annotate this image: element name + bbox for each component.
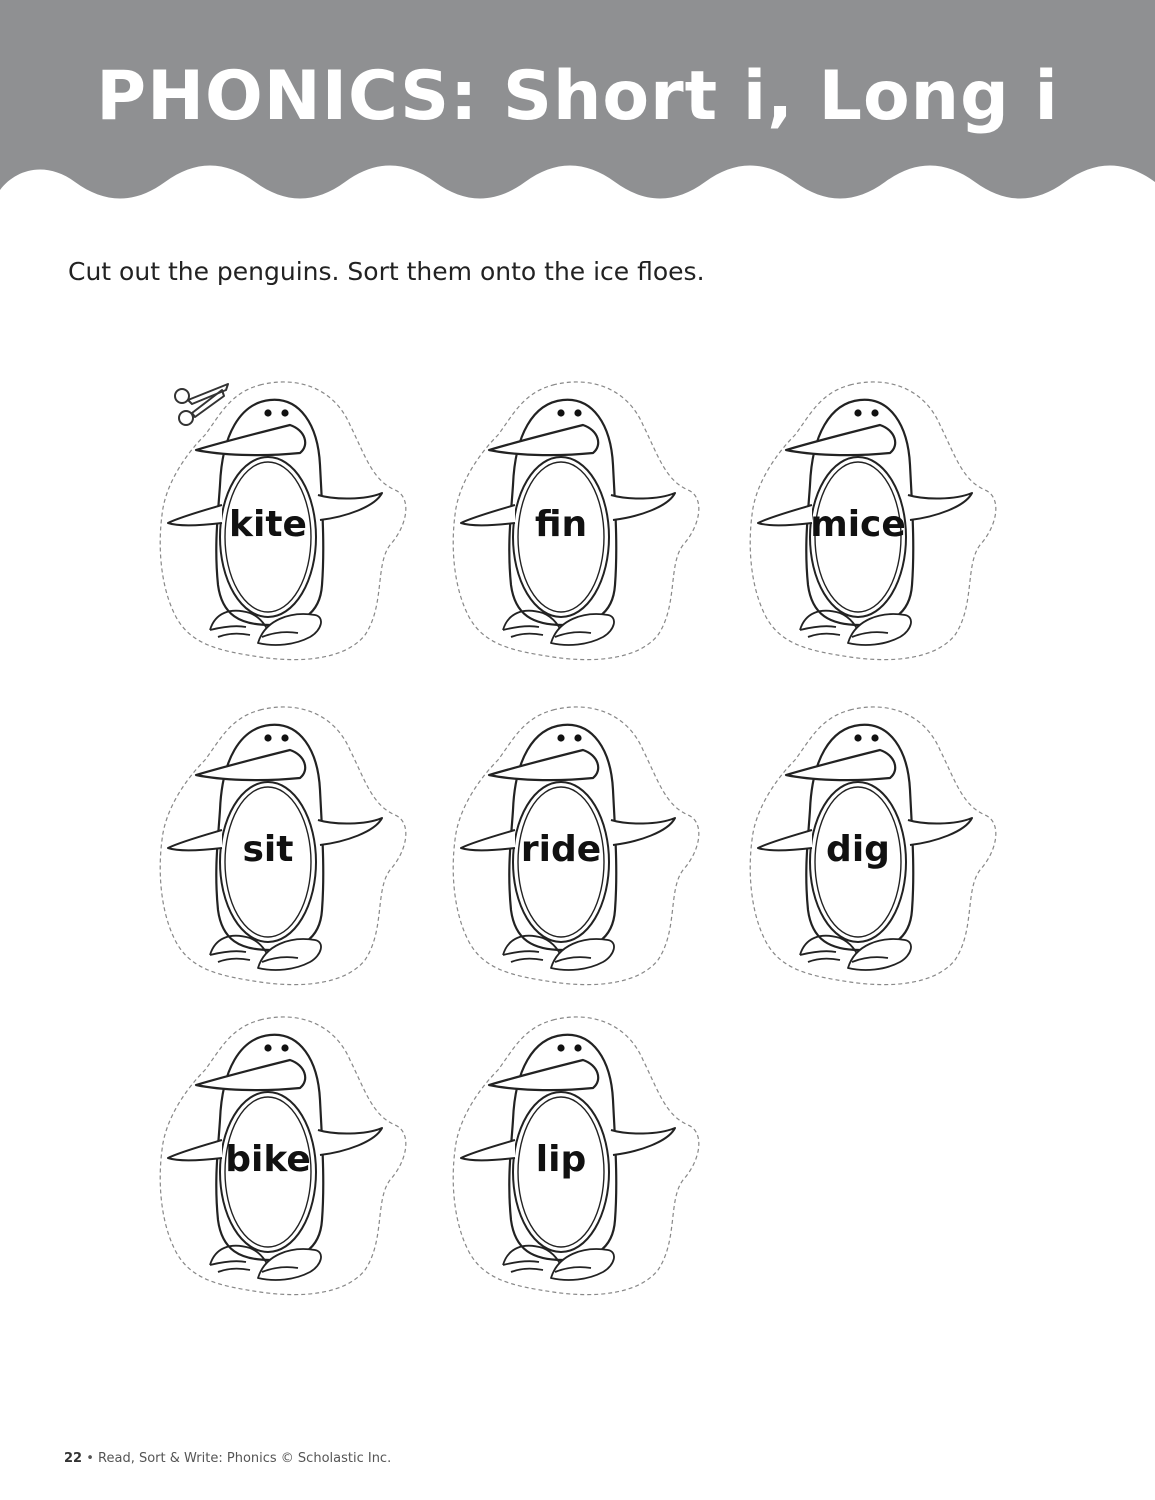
page-title: PHONICS: Short i, Long i — [96, 57, 1059, 136]
penguin-word: lip — [535, 1139, 587, 1180]
penguin-word: bike — [225, 1139, 311, 1180]
penguin-word: sit — [242, 829, 294, 870]
penguin-card[interactable] — [740, 375, 1000, 665]
penguin-word: mice — [810, 504, 906, 545]
penguin-card[interactable] — [443, 1010, 703, 1300]
footer-credit: Read, Sort & Write: Phonics © Scholastic Inc. — [98, 1451, 392, 1466]
penguin-word: fin — [534, 504, 588, 545]
penguin-card[interactable] — [150, 1010, 410, 1300]
penguin-card[interactable] — [150, 375, 410, 665]
page-number: 22 — [64, 1451, 83, 1466]
instructions-text: Cut out the penguins. Sort them onto the ice floes. — [68, 257, 705, 286]
footer-bullet: • — [86, 1451, 99, 1466]
penguin-card[interactable] — [150, 700, 410, 990]
header-banner — [0, 0, 1155, 215]
penguin-card[interactable] — [443, 375, 703, 665]
penguin-word: ride — [520, 829, 602, 870]
penguin-word: dig — [826, 829, 890, 870]
page-footer — [64, 1451, 391, 1466]
penguin-card[interactable] — [740, 700, 1000, 990]
penguin-word: kite — [229, 504, 307, 545]
penguin-card[interactable] — [443, 700, 703, 990]
